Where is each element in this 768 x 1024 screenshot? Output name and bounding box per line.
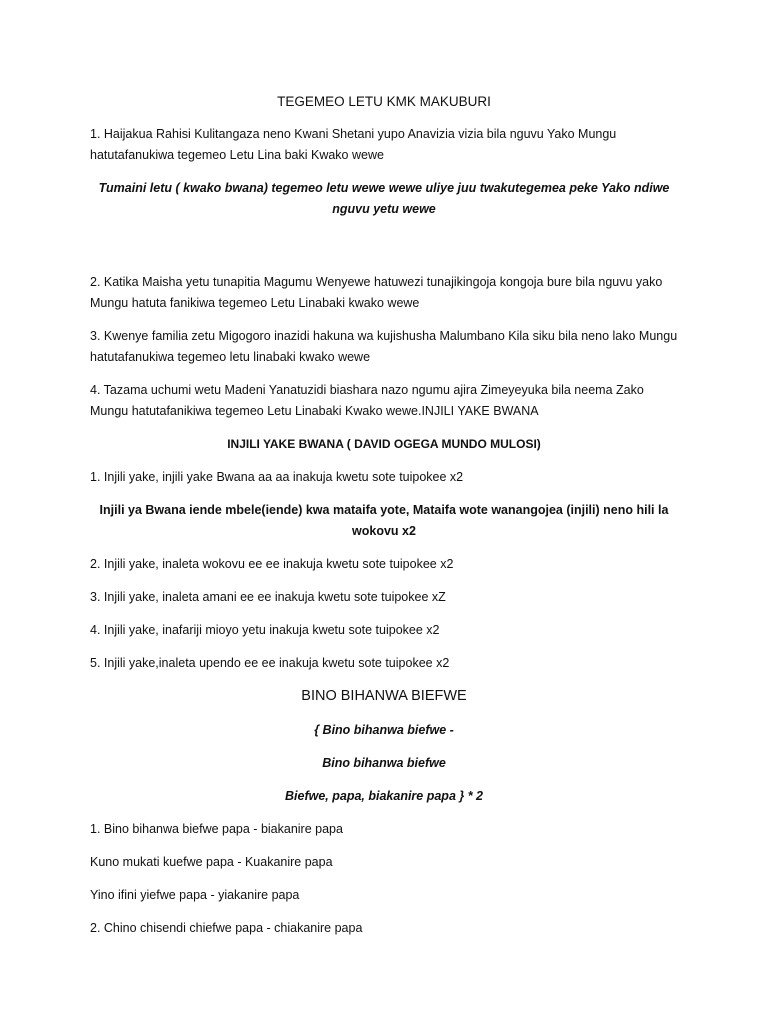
chorus: Tumaini letu ( kwako bwana) tegemeo letu wewe wewe uliye juu twakutegemea peke Yako ndiwe nguvu yetu wewe [98, 181, 670, 216]
chorus: Injili ya Bwana iende mbele(iende) kwa mataifa yote, Mataifa wote wanangojea (injili) neno hili la wokovu x2 [99, 503, 669, 538]
chorus-line: Bino bihanwa biefwe [322, 756, 446, 770]
verse-line: 2. Chino chisendi chiefwe papa - chiakanire papa [90, 921, 363, 935]
verse: 2. Injili yake, inaleta wokovu ee ee inakuja kwetu sote tuipokee x2 [90, 557, 454, 571]
verse: 4. Tazama uchumi wetu Madeni Yanatuzidi biashara nazo ngumu ajira Zimeyeyuka bila neema Zako Mungu hatutafanikiwa tegemeo Letu Linabaki Kwako wewe.INJILI YAKE BWANA [90, 383, 644, 418]
chorus-line: { Bino bihanwa biefwe - [314, 723, 454, 737]
song-title: BINO BIHANWA BIEFWE [301, 688, 467, 704]
verse-line: 1. Bino bihanwa biefwe papa - biakanire papa [90, 822, 343, 836]
verse: 4. Injili yake, inafariji mioyo yetu inakuja kwetu sote tuipokee x2 [90, 623, 440, 637]
verse: 3. Kwenye familia zetu Migogoro inazidi hakuna wa kujishusha Malumbano Kila siku bila neno lako Mungu hatutafanukiwa tegemeo letu linabaki kwako wewe [90, 329, 678, 364]
chorus-line: Biefwe, papa, biakanire papa } * 2 [285, 789, 483, 803]
verse: 1. Injili yake, injili yake Bwana aa aa inakuja kwetu sote tuipokee x2 [90, 470, 464, 484]
spacer [90, 232, 678, 272]
song-title: TEGEMEO LETU KMK MAKUBURI [277, 94, 491, 109]
song-title: INJILI YAKE BWANA ( DAVID OGEGA MUNDO MULOSI) [227, 437, 541, 451]
verse: 2. Katika Maisha yetu tunapitia Magumu Wenyewe hatuwezi tunajikingoja kongoja bure bila nguvu yako Mungu hatuta fanikiwa tegemeo Letu Linabaki kwako wewe [90, 275, 663, 310]
verse-line: Yino ifini yiefwe papa - yiakanire papa [90, 888, 300, 902]
verse-line: Kuno mukati kuefwe papa - Kuakanire papa [90, 855, 333, 869]
verse: 1. Haijakua Rahisi Kulitangaza neno Kwani Shetani yupo Anavizia vizia bila nguvu Yako Mungu hatutafanukiwa tegemeo Letu Lina baki Kwako wewe [90, 127, 617, 162]
verse: 5. Injili yake,inaleta upendo ee ee inakuja kwetu sote tuipokee x2 [90, 656, 450, 670]
verse: 3. Injili yake, inaleta amani ee ee inakuja kwetu sote tuipokee xZ [90, 590, 446, 604]
